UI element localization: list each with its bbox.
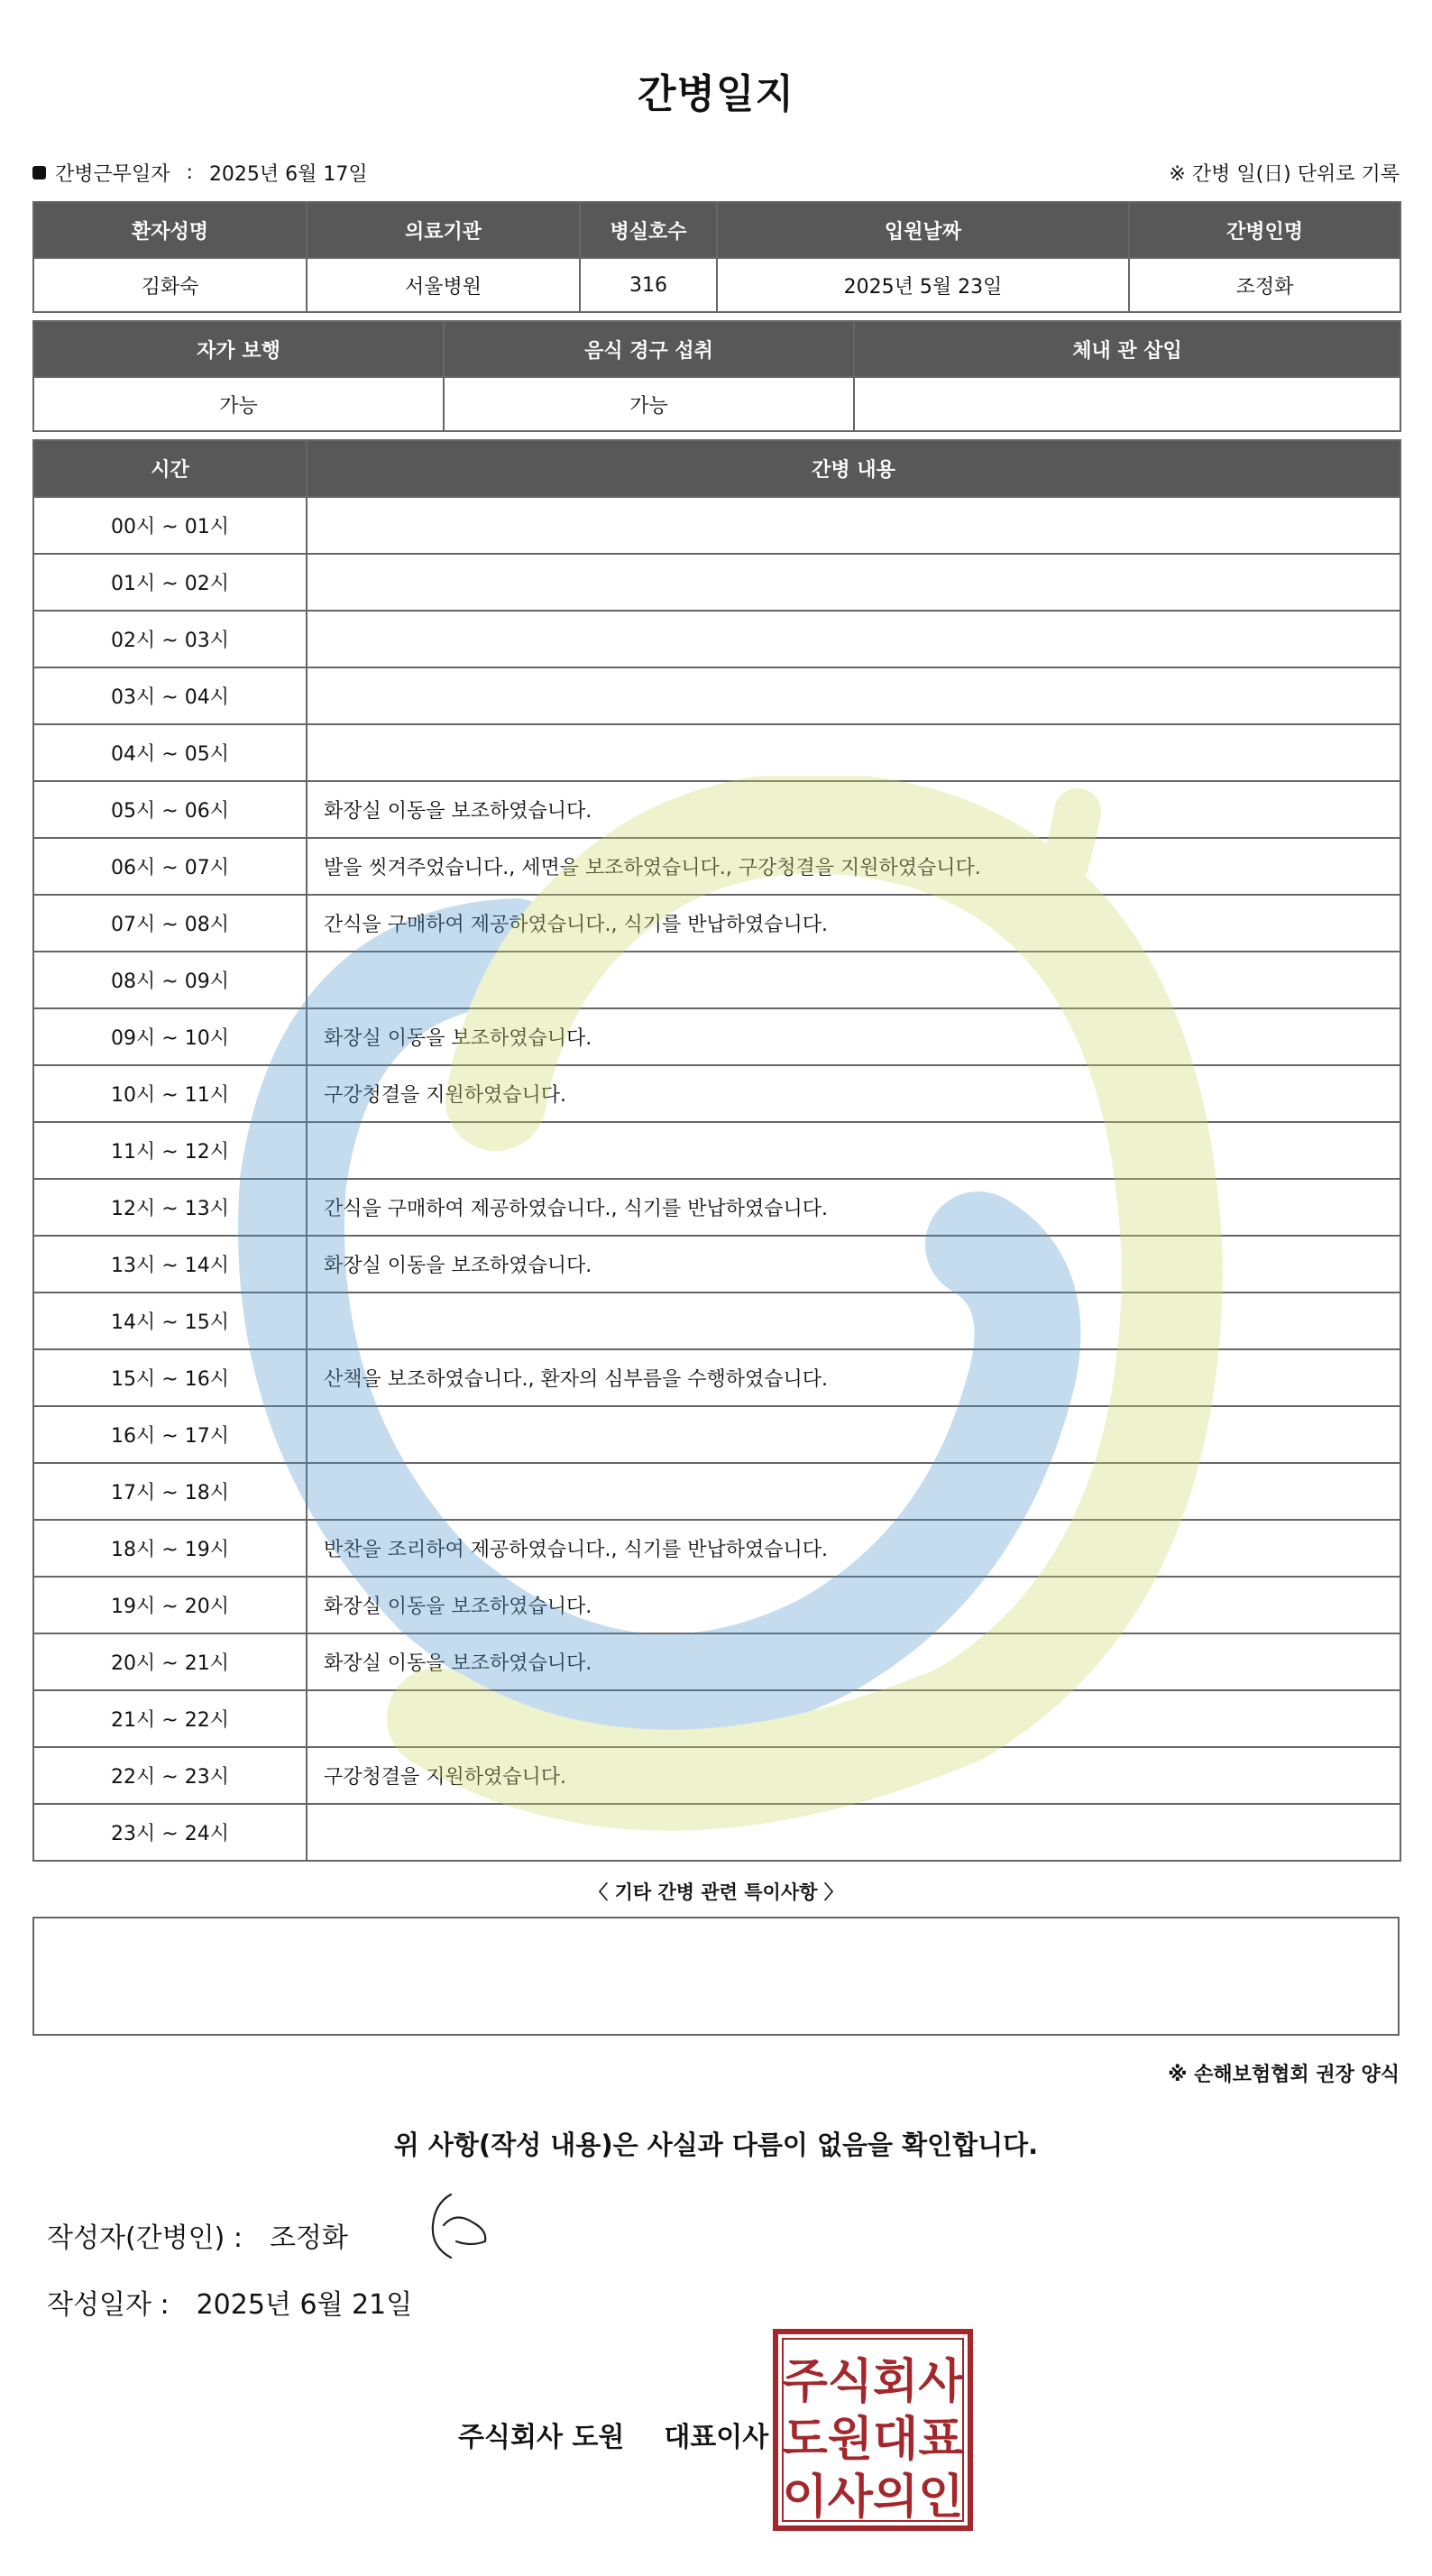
care-log-row	[33, 1520, 1400, 1577]
care-log-table	[32, 439, 1401, 1862]
care-log-time: 19시 ~ 20시	[33, 1577, 307, 1633]
care-log-time: 07시 ~ 08시	[33, 895, 307, 952]
header-tube-insertion: 체내 관 삽입	[854, 321, 1400, 377]
care-log-time: 13시 ~ 14시	[33, 1236, 307, 1293]
ability-header-row	[33, 321, 1400, 377]
care-log-row	[33, 667, 1400, 724]
care-log-content: 산책을 보조하였습니다., 환자의 심부름을 수행하였습니다.	[307, 1349, 1400, 1406]
care-log-time: 00시 ~ 01시	[33, 497, 307, 554]
care-log-row	[33, 611, 1400, 667]
care-log-row	[33, 1804, 1400, 1861]
care-log-content: 화장실 이동을 보조하였습니다.	[307, 781, 1400, 838]
patient-info-table	[32, 201, 1401, 313]
care-log-content	[307, 611, 1400, 667]
care-log-content	[307, 724, 1400, 781]
care-log-row	[33, 1690, 1400, 1747]
header-hospital: 의료기관	[307, 202, 580, 258]
care-log-row	[33, 1065, 1400, 1122]
writer-name: 조정화	[269, 2222, 348, 2254]
care-log-time: 11시 ~ 12시	[33, 1122, 307, 1179]
care-log-content: 간식을 구매하여 제공하였습니다., 식기를 반납하였습니다.	[307, 895, 1400, 952]
care-log-content	[307, 1690, 1400, 1747]
care-log-time: 08시 ~ 09시	[33, 952, 307, 1008]
care-log-time: 17시 ~ 18시	[33, 1463, 307, 1520]
care-log-content: 구강청결을 지원하였습니다.	[307, 1747, 1400, 1804]
record-note: ※ 간병 일(日) 단위로 기록	[1169, 163, 1400, 186]
work-date-separator: :	[186, 161, 193, 184]
care-log-content: 발을 씻겨주었습니다., 세면을 보조하였습니다., 구강청결을 지원하였습니다.	[307, 838, 1400, 895]
special-notes-box	[32, 1917, 1400, 2036]
writer-label: 작성자(간병인) :	[47, 2222, 243, 2254]
care-log-content	[307, 497, 1400, 554]
patient-header-row	[33, 202, 1400, 258]
patient-name: 김화숙	[33, 258, 307, 312]
care-log-row	[33, 1122, 1400, 1179]
company-role: 대표이사	[664, 2422, 769, 2453]
writer-line	[47, 2215, 348, 2255]
seal-text-line: 주식회사	[782, 2355, 964, 2409]
handwritten-signature	[424, 2187, 505, 2268]
header-care-content: 간병 내용	[307, 440, 1400, 497]
patient-value-row	[33, 258, 1400, 312]
care-log-row	[33, 781, 1400, 838]
care-log-row	[33, 1349, 1400, 1406]
care-log-row	[33, 1293, 1400, 1349]
care-log-content: 반찬을 조리하여 제공하였습니다., 식기를 반납하였습니다.	[307, 1520, 1400, 1577]
care-log-time: 01시 ~ 02시	[33, 554, 307, 611]
care-log-row	[33, 1236, 1400, 1293]
care-log-time: 05시 ~ 06시	[33, 781, 307, 838]
care-log-time: 10시 ~ 11시	[33, 1065, 307, 1122]
care-log-time: 02시 ~ 03시	[33, 611, 307, 667]
care-log-content	[307, 554, 1400, 611]
care-log-time: 21시 ~ 22시	[33, 1690, 307, 1747]
care-log-time: 09시 ~ 10시	[33, 1008, 307, 1065]
seal-text-line: 이사의인	[782, 2470, 964, 2525]
form-source-note: ※ 손해보험협회 권장 양식	[1168, 2064, 1400, 2086]
care-log-row	[33, 1747, 1400, 1804]
header-room-number: 병실호수	[580, 202, 717, 258]
patient-ability-table	[32, 320, 1401, 432]
company-seal-stamp	[773, 2329, 973, 2531]
care-log-row	[33, 895, 1400, 952]
care-log-time: 04시 ~ 05시	[33, 724, 307, 781]
write-date-line	[47, 2282, 412, 2322]
care-log-time: 18시 ~ 19시	[33, 1520, 307, 1577]
company-signature-line	[458, 2415, 768, 2454]
header-oral-intake: 음식 경구 섭취	[444, 321, 854, 377]
care-log-content: 화장실 이동을 보조하였습니다.	[307, 1633, 1400, 1690]
header-self-walking: 자가 보행	[33, 321, 444, 377]
admission-date: 2025년 5월 23일	[717, 258, 1129, 312]
care-log-time: 16시 ~ 17시	[33, 1406, 307, 1463]
write-date-label: 작성일자 :	[47, 2289, 170, 2321]
care-log-content	[307, 1804, 1400, 1861]
header-caregiver-name: 간병인명	[1129, 202, 1400, 258]
care-log-content: 화장실 이동을 보조하였습니다.	[307, 1236, 1400, 1293]
oral-intake-value: 가능	[444, 377, 854, 431]
header-time: 시간	[33, 440, 307, 497]
care-log-time: 23시 ~ 24시	[33, 1804, 307, 1861]
care-log-body	[33, 497, 1400, 1861]
hospital-name: 서울병원	[307, 258, 580, 312]
confirmation-statement: 위 사항(작성 내용)은 사실과 다름이 없음을 확인합니다.	[393, 2130, 1039, 2160]
care-log-content: 간식을 구매하여 제공하였습니다., 식기를 반납하였습니다.	[307, 1179, 1400, 1236]
care-log-row	[33, 1577, 1400, 1633]
document-title: 간병일지	[637, 71, 794, 117]
care-log-content	[307, 1122, 1400, 1179]
room-number: 316	[580, 258, 717, 312]
care-log-content	[307, 952, 1400, 1008]
care-log-content	[307, 667, 1400, 724]
bullet-square-icon	[32, 166, 46, 179]
caregiver-name: 조정화	[1129, 258, 1400, 312]
header-patient-name: 환자성명	[33, 202, 307, 258]
care-log-content: 화장실 이동을 보조하였습니다.	[307, 1577, 1400, 1633]
care-log-row	[33, 1008, 1400, 1065]
care-log-content	[307, 1406, 1400, 1463]
work-date-value: 2025년 6월 17일	[208, 163, 368, 186]
write-date-value: 2025년 6월 21일	[196, 2289, 413, 2321]
care-log-row	[33, 1463, 1400, 1520]
care-log-content: 구강청결을 지원하였습니다.	[307, 1065, 1400, 1122]
care-log-row	[33, 838, 1400, 895]
care-log-time: 20시 ~ 21시	[33, 1633, 307, 1690]
care-log-time: 15시 ~ 16시	[33, 1349, 307, 1406]
company-name: 주식회사 도원	[458, 2422, 625, 2453]
care-log-time: 03시 ~ 04시	[33, 667, 307, 724]
care-log-time: 06시 ~ 07시	[33, 838, 307, 895]
work-date-label: 간병근무일자	[55, 163, 170, 186]
care-log-header-row	[33, 440, 1400, 497]
care-log-content	[307, 1293, 1400, 1349]
seal-text-line: 도원대표	[782, 2413, 964, 2467]
care-log-time: 12시 ~ 13시	[33, 1179, 307, 1236]
care-log-row	[33, 1179, 1400, 1236]
care-log-time: 14시 ~ 15시	[33, 1293, 307, 1349]
care-log-row	[33, 497, 1400, 554]
care-log-content	[307, 1463, 1400, 1520]
care-log-row	[33, 554, 1400, 611]
care-log-row	[33, 1633, 1400, 1690]
care-log-row	[33, 952, 1400, 1008]
self-walking-value: 가능	[33, 377, 444, 431]
care-log-row	[33, 1406, 1400, 1463]
care-log-time: 22시 ~ 23시	[33, 1747, 307, 1804]
special-notes-label: 〈 기타 간병 관련 특이사항 〉	[589, 1881, 843, 1903]
care-log-content: 화장실 이동을 보조하였습니다.	[307, 1008, 1400, 1065]
tube-insertion-value	[854, 377, 1400, 431]
work-date-info	[32, 159, 368, 187]
ability-value-row	[33, 377, 1400, 431]
header-admission-date: 입원날짜	[717, 202, 1129, 258]
care-log-row	[33, 724, 1400, 781]
